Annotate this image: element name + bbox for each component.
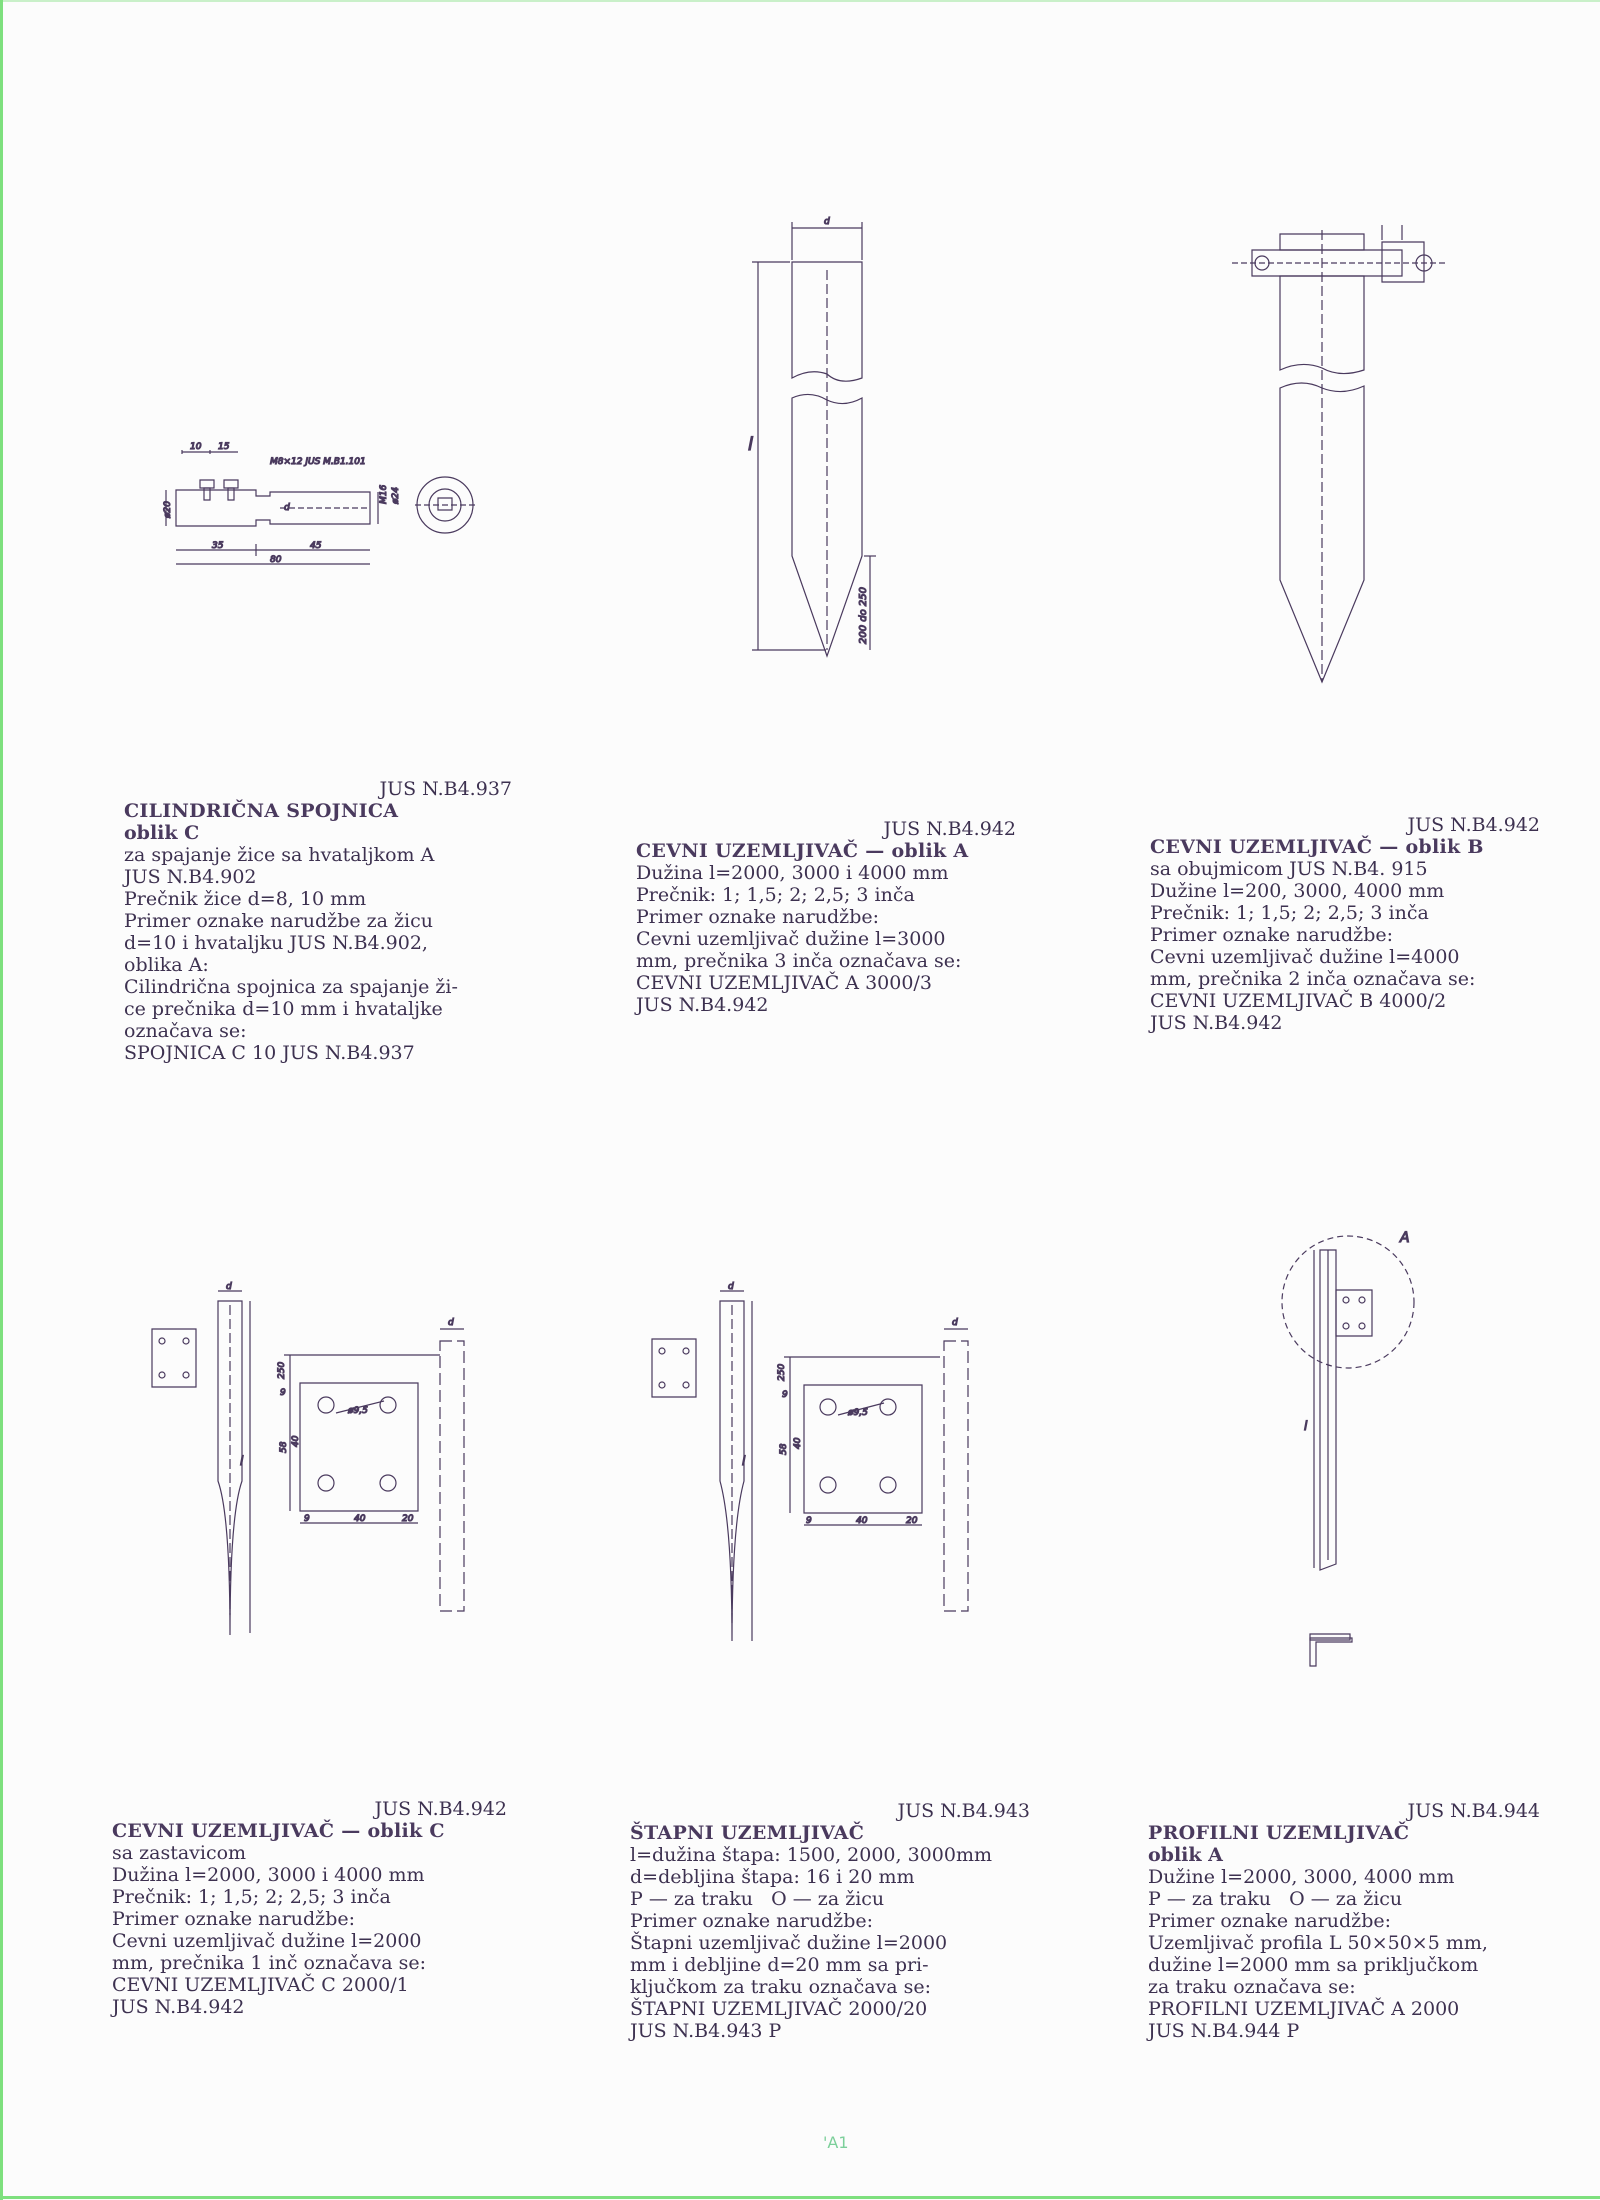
dim-d: d [824,217,830,227]
block-line: Prečnik: 1; 1,5; 2; 2,5; 3 inča [636,884,915,906]
block-line: Dužina l=2000, 3000 i 4000 mm [636,862,949,884]
block-line: Dužine l=2000, 3000, 4000 mm [1148,1866,1455,1888]
dim-58-c: 58 [279,1441,289,1453]
block-line: Uzemljivač profila L 50×50×5 mm, [1148,1932,1488,1954]
dim-20-c: 20 [402,1514,414,1524]
block-line: JUS N.B4.944 P [1148,2020,1300,2042]
block-title: CILINDRIČNA SPOJNICA [124,800,399,822]
figure-pipe-electrode-b [1230,220,1470,690]
block-line: Dužina l=2000, 3000 i 4000 mm [112,1864,425,1886]
block-line: Primer oznake narudžbe: [1150,924,1394,946]
text-block-profile-electrode [1148,1800,1540,2042]
block-line: l=dužina štapa: 1500, 2000, 3000mm [630,1844,992,1866]
dim-d2-c: d [448,1318,454,1328]
block-line: Dužine l=200, 3000, 4000 mm [1150,880,1445,902]
block-line: Primer oznake narudžbe za žicu [124,910,433,932]
dim-40v-c: 40 [291,1435,301,1447]
block-line: mm, prečnika 1 inč označava se: [112,1952,427,1974]
dim-l-c: l [240,1454,244,1468]
block-title: ŠTAPNI UZEMLJIVAČ [630,1822,865,1844]
text-block-pipe-electrode-c [112,1798,507,2018]
block-title: PROFILNI UZEMLJIVAČ [1148,1822,1410,1844]
dim-58-rod: 58 [779,1443,789,1455]
block-line: Primer oznake narudžbe: [636,906,880,928]
dim-40h-rod: 40 [856,1516,868,1526]
dim-l-profile: l [1304,1419,1308,1433]
block-line: d=10 i hvataljku JUS N.B4.902, [124,932,428,954]
block-line: P — za traku O — za žicu [1148,1888,1403,1910]
block-line: Cevni uzemljivač dužine l=4000 [1150,946,1460,968]
figure-cylindrical-coupler [160,440,500,590]
block-title: CEVNI UZEMLJIVAČ — oblik A [636,840,969,862]
dim-hole-rod: ø9,5 [848,1408,868,1418]
standard-number: JUS N.B4.944 [1407,1800,1540,1822]
block-line: JUS N.B4.942 [636,994,769,1016]
dim-20-rod: 20 [906,1516,918,1526]
block-line: ce prečnika d=10 mm i hvataljke [124,998,443,1020]
text-block-cylindrical-coupler [124,778,512,1064]
page-border-top [0,0,1600,2]
block-subtitle: oblik A [1148,1844,1223,1866]
page-border-left [0,0,3,2200]
block-line: Cilindrična spojnica za spajanje ži- [124,976,458,998]
block-line: d=debljina štapa: 16 i 20 mm [630,1866,915,1888]
block-line: Cevni uzemljivač dužine l=3000 [636,928,946,950]
block-line: ŠTAPNI UZEMLJIVAČ 2000/20 [630,1998,928,2020]
dim-15: 15 [218,442,230,452]
label-a: A [1400,1230,1410,1246]
block-line: za traku označava se: [1148,1976,1356,1998]
dim-250-rod: 250 [777,1363,787,1381]
figure-pipe-electrode-c [140,1282,500,1645]
block-line: CEVNI UZEMLJIVAČ A 3000/3 [636,972,932,994]
dim-9b-c: 9 [304,1514,310,1524]
dim-phi24: ø24 [391,487,401,504]
dim-d-inner: d [284,503,290,513]
dim-250-c: 250 [277,1361,287,1379]
block-line: označava se: [124,1020,247,1042]
standard-number: JUS N.B4.942 [1407,814,1540,836]
block-line: sa zastavicom [112,1842,247,1864]
block-line: P — za traku O — za žicu [630,1888,885,1910]
figure-rod-electrode [640,1282,1020,1655]
block-line: CEVNI UZEMLJIVAČ C 2000/1 [112,1974,409,1996]
block-subtitle: oblik C [124,822,200,844]
block-line: Primer oznake narudžbe: [1148,1910,1392,1932]
block-line: mm i debljine d=20 mm sa pri- [630,1954,929,1976]
block-title: CEVNI UZEMLJIVAČ — oblik B [1150,836,1484,858]
block-line: Štapni uzemljivač dužine l=2000 [630,1932,948,1954]
text-block-rod-electrode [630,1800,1030,2042]
dim-40h-c: 40 [354,1514,366,1524]
block-line: za spajanje žice sa hvataljkom A [124,844,435,866]
block-line: SPOJNICA C 10 JUS N.B4.937 [124,1042,415,1064]
block-line: Cevni uzemljivač dužine l=2000 [112,1930,422,1952]
dim-hole-c: ø9,5 [348,1406,368,1416]
block-line: sa obujmicom JUS N.B4. 915 [1150,858,1428,880]
dim-phi20: ø20 [163,501,173,518]
dim-9b-rod: 9 [806,1516,812,1526]
standard-number: JUS N.B4.942 [883,818,1016,840]
block-line: mm, prečnika 2 inča označava se: [1150,968,1476,990]
block-line: PROFILNI UZEMLJIVAČ A 2000 [1148,1998,1460,2020]
block-line: oblika A: [124,954,209,976]
figure-pipe-electrode-a [720,210,900,670]
block-line: JUS N.B4.942 [1150,1012,1283,1034]
dim-10: 10 [190,442,202,452]
dim-l: l [748,434,754,455]
dim-m16: M16 [379,484,389,504]
block-line: ključkom za traku označava se: [630,1976,932,1998]
dim-l-rod: l [742,1454,746,1468]
dim-d-rod: d [728,1282,734,1292]
block-line: CEVNI UZEMLJIVAČ B 4000/2 [1150,990,1447,1012]
dim-d-c: d [226,1282,232,1292]
block-line: dužine l=2000 mm sa priključkom [1148,1954,1479,1976]
standard-number: JUS N.B4.942 [374,1798,507,1820]
block-line: mm, prečnika 3 inča označava se: [636,950,962,972]
dim-35: 35 [212,541,224,551]
block-line: Primer oznake narudžbe: [630,1910,874,1932]
block-line: Prečnik: 1; 1,5; 2; 2,5; 3 inča [1150,902,1429,924]
figure-profile-electrode [1270,1230,1450,1670]
standard-number: JUS N.B4.937 [379,778,512,800]
page-border-bottom [0,2196,1600,2199]
dim-d2-rod: d [952,1318,958,1328]
dim-tip: 200 do 250 [858,587,869,644]
dim-9a-c: 9 [280,1388,286,1398]
block-line: Primer oznake narudžbe: [112,1908,356,1930]
block-line: JUS N.B4.942 [112,1996,245,2018]
text-block-pipe-electrode-a [636,818,1016,1016]
block-line: JUS N.B4.943 P [630,2020,782,2042]
block-line: Prečnik žice d=8, 10 mm [124,888,367,910]
dim-80: 80 [270,555,282,565]
standard-number: JUS N.B4.943 [897,1800,1030,1822]
dim-40v-rod: 40 [793,1437,803,1449]
screw-note: M8×12 JUS M.B1.101 [270,457,366,467]
page-number: 'A1 [823,2133,849,2152]
dim-9a-rod: 9 [782,1390,788,1400]
block-line: Prečnik: 1; 1,5; 2; 2,5; 3 inča [112,1886,391,1908]
dim-45: 45 [310,541,322,551]
block-line: JUS N.B4.902 [124,866,257,888]
text-block-pipe-electrode-b [1150,814,1540,1034]
block-title: CEVNI UZEMLJIVAČ — oblik C [112,1820,445,1842]
